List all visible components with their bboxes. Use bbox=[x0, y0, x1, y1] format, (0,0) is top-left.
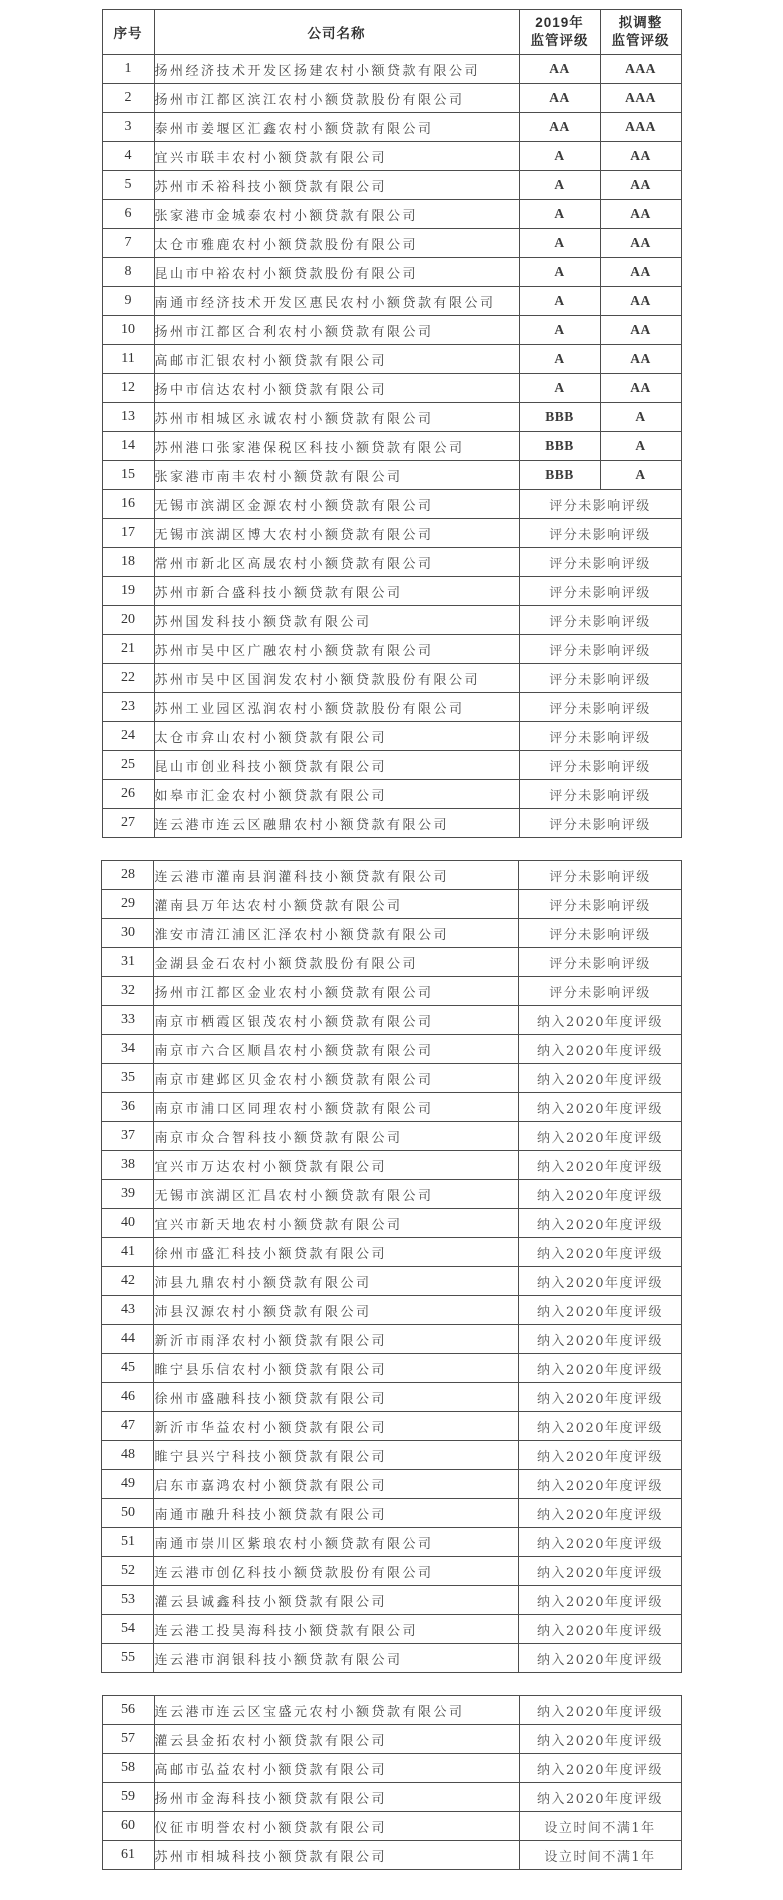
table-row bbox=[102, 1267, 681, 1296]
company-name-cell: 徐州市盛汇科技小额贷款有限公司 bbox=[154, 1238, 519, 1267]
company-name-cell: 无锡市滨湖区汇昌农村小额贷款有限公司 bbox=[154, 1180, 519, 1209]
company-name-cell: 苏州市吴中区国润发农村小额贷款股份有限公司 bbox=[154, 664, 519, 693]
table-row bbox=[102, 258, 681, 287]
table-row bbox=[102, 1812, 681, 1841]
table-row bbox=[102, 693, 681, 722]
table-row bbox=[102, 1006, 681, 1035]
row-index-cell: 48 bbox=[102, 1441, 154, 1470]
row-index-cell: 58 bbox=[102, 1754, 154, 1783]
table-row bbox=[102, 977, 681, 1006]
company-name-cell: 高邮市弘益农村小额贷款有限公司 bbox=[154, 1754, 519, 1783]
row-index-cell: 51 bbox=[102, 1528, 154, 1557]
rating-status-cell: 评分未影响评级 bbox=[519, 948, 681, 977]
row-index-cell: 1 bbox=[102, 55, 154, 84]
rating-status-cell: 纳入2020年度评级 bbox=[519, 1696, 681, 1725]
row-index-cell: 25 bbox=[102, 751, 154, 780]
row-index-cell: 29 bbox=[102, 890, 154, 919]
table-row bbox=[102, 919, 681, 948]
rating-2019-line1: 2019年 bbox=[535, 15, 584, 30]
adjusted-rating-cell: AAA bbox=[600, 55, 681, 84]
table-row bbox=[102, 1586, 681, 1615]
table-row bbox=[102, 948, 681, 977]
rating-2019-line2: 监管评级 bbox=[530, 33, 589, 48]
table-row bbox=[102, 635, 681, 664]
rating-status-cell: 纳入2020年度评级 bbox=[519, 1209, 681, 1238]
company-name-cell: 仪征市明誉农村小额贷款有限公司 bbox=[154, 1812, 519, 1841]
rating-status-cell: 纳入2020年度评级 bbox=[519, 1325, 681, 1354]
adjusted-rating-line2: 监管评级 bbox=[611, 33, 670, 48]
row-index-cell: 56 bbox=[102, 1696, 154, 1725]
rating-status-cell: 纳入2020年度评级 bbox=[519, 1267, 681, 1296]
adjusted-rating-cell: AA bbox=[600, 142, 681, 171]
rating-status-cell: 纳入2020年度评级 bbox=[519, 1151, 681, 1180]
company-name-cell: 睢宁县兴宁科技小额贷款有限公司 bbox=[154, 1441, 519, 1470]
table-row bbox=[102, 1528, 681, 1557]
rating-status-cell: 纳入2020年度评级 bbox=[519, 1499, 681, 1528]
row-index-cell: 24 bbox=[102, 722, 154, 751]
adjusted-rating-cell: AA bbox=[600, 200, 681, 229]
row-index-cell: 32 bbox=[102, 977, 154, 1006]
rating-status-cell: 纳入2020年度评级 bbox=[519, 1064, 681, 1093]
company-name-cell: 扬州市江都区金业农村小额贷款有限公司 bbox=[154, 977, 519, 1006]
row-index-cell: 55 bbox=[102, 1644, 154, 1673]
row-index-cell: 6 bbox=[102, 200, 154, 229]
row-index-cell: 33 bbox=[102, 1006, 154, 1035]
row-index-cell: 20 bbox=[102, 606, 154, 635]
company-name-cell: 泰州市姜堰区汇鑫农村小额贷款有限公司 bbox=[154, 113, 519, 142]
row-index-cell: 38 bbox=[102, 1151, 154, 1180]
rating-2019-cell: A bbox=[519, 258, 600, 287]
adjusted-rating-cell: A bbox=[600, 432, 681, 461]
adjusted-rating-cell: AA bbox=[600, 171, 681, 200]
company-name-cell: 南通市融升科技小额贷款有限公司 bbox=[154, 1499, 519, 1528]
company-name-cell: 苏州市禾裕科技小额贷款有限公司 bbox=[154, 171, 519, 200]
row-index-cell: 31 bbox=[102, 948, 154, 977]
table-row bbox=[102, 1470, 681, 1499]
row-index-cell: 15 bbox=[102, 461, 154, 490]
table-row bbox=[102, 577, 681, 606]
table-row bbox=[102, 519, 681, 548]
rating-status-cell: 评分未影响评级 bbox=[519, 693, 681, 722]
company-name-cell: 无锡市滨湖区博大农村小额贷款有限公司 bbox=[154, 519, 519, 548]
row-index-cell: 37 bbox=[102, 1122, 154, 1151]
company-name-cell: 南通市崇川区紫琅农村小额贷款有限公司 bbox=[154, 1528, 519, 1557]
company-name-cell: 宜兴市新天地农村小额贷款有限公司 bbox=[154, 1209, 519, 1238]
table-row bbox=[102, 861, 681, 890]
row-index-cell: 13 bbox=[102, 403, 154, 432]
company-name-cell: 南京市六合区顺昌农村小额贷款有限公司 bbox=[154, 1035, 519, 1064]
adjusted-rating-cell: AA bbox=[600, 258, 681, 287]
table-row bbox=[102, 1841, 681, 1870]
table-row bbox=[102, 84, 681, 113]
row-index-cell: 61 bbox=[102, 1841, 154, 1870]
table-row bbox=[102, 1064, 681, 1093]
company-name-cell: 灌云县金拓农村小额贷款有限公司 bbox=[154, 1725, 519, 1754]
company-name-cell: 连云港工投昊海科技小额贷款有限公司 bbox=[154, 1615, 519, 1644]
rating-2019-cell: AA bbox=[519, 55, 600, 84]
company-name-cell: 太仓市雅鹿农村小额贷款股份有限公司 bbox=[154, 229, 519, 258]
row-index-cell: 5 bbox=[102, 171, 154, 200]
company-name-cell: 昆山市中裕农村小额贷款股份有限公司 bbox=[154, 258, 519, 287]
column-header-adjusted-rating bbox=[600, 10, 681, 55]
rating-status-cell: 评分未影响评级 bbox=[519, 751, 681, 780]
row-index-cell: 57 bbox=[102, 1725, 154, 1754]
company-name-cell: 连云港市连云区宝盛元农村小额贷款有限公司 bbox=[154, 1696, 519, 1725]
row-index-cell: 60 bbox=[102, 1812, 154, 1841]
rating-status-cell: 纳入2020年度评级 bbox=[519, 1586, 681, 1615]
row-index-cell: 3 bbox=[102, 113, 154, 142]
company-name-cell: 张家港市南丰农村小额贷款有限公司 bbox=[154, 461, 519, 490]
rating-2019-cell: BBB bbox=[519, 432, 600, 461]
company-name-cell: 新沂市华益农村小额贷款有限公司 bbox=[154, 1412, 519, 1441]
column-header-rating-2019 bbox=[519, 10, 600, 55]
adjusted-rating-cell: AA bbox=[600, 229, 681, 258]
table-row bbox=[102, 809, 681, 838]
row-index-cell: 23 bbox=[102, 693, 154, 722]
rating-status-cell: 评分未影响评级 bbox=[519, 861, 681, 890]
table-row bbox=[102, 890, 681, 919]
rating-status-cell: 评分未影响评级 bbox=[519, 919, 681, 948]
rating-status-cell: 纳入2020年度评级 bbox=[519, 1470, 681, 1499]
table-row bbox=[102, 432, 681, 461]
rating-status-cell: 纳入2020年度评级 bbox=[519, 1557, 681, 1586]
company-name-cell: 沛县汉源农村小额贷款有限公司 bbox=[154, 1296, 519, 1325]
company-name-cell: 扬州市江都区合利农村小额贷款有限公司 bbox=[154, 316, 519, 345]
company-name-cell: 扬州市金海科技小额贷款有限公司 bbox=[154, 1783, 519, 1812]
company-name-cell: 金湖县金石农村小额贷款股份有限公司 bbox=[154, 948, 519, 977]
rating-status-cell: 设立时间不满1年 bbox=[519, 1812, 681, 1841]
company-name-cell: 启东市嘉鸿农村小额贷款有限公司 bbox=[154, 1470, 519, 1499]
row-index-cell: 28 bbox=[102, 861, 154, 890]
rating-status-cell: 评分未影响评级 bbox=[519, 548, 681, 577]
rating-status-cell: 纳入2020年度评级 bbox=[519, 1412, 681, 1441]
company-name-cell: 常州市新北区高晟农村小额贷款有限公司 bbox=[154, 548, 519, 577]
table-row bbox=[102, 1557, 681, 1586]
company-name-cell: 扬州市江都区滨江农村小额贷款股份有限公司 bbox=[154, 84, 519, 113]
row-index-cell: 11 bbox=[102, 345, 154, 374]
company-name-cell: 南京市浦口区同理农村小额贷款有限公司 bbox=[154, 1093, 519, 1122]
rating-status-cell: 评分未影响评级 bbox=[519, 664, 681, 693]
table-row bbox=[102, 1180, 681, 1209]
row-index-cell: 59 bbox=[102, 1783, 154, 1812]
adjusted-rating-cell: AAA bbox=[600, 84, 681, 113]
company-name-cell: 苏州市新合盛科技小额贷款有限公司 bbox=[154, 577, 519, 606]
table-row bbox=[102, 490, 681, 519]
table-row bbox=[102, 1354, 681, 1383]
adjusted-rating-cell: AA bbox=[600, 287, 681, 316]
rating-2019-cell: BBB bbox=[519, 403, 600, 432]
row-index-cell: 36 bbox=[102, 1093, 154, 1122]
row-index-cell: 39 bbox=[102, 1180, 154, 1209]
row-index-cell: 41 bbox=[102, 1238, 154, 1267]
table-row bbox=[102, 1383, 681, 1412]
rating-status-cell: 评分未影响评级 bbox=[519, 635, 681, 664]
company-name-cell: 苏州市相城区永诚农村小额贷款有限公司 bbox=[154, 403, 519, 432]
table-row bbox=[102, 374, 681, 403]
row-index-cell: 52 bbox=[102, 1557, 154, 1586]
column-header-index: 序号 bbox=[102, 10, 154, 55]
rating-status-cell: 评分未影响评级 bbox=[519, 490, 681, 519]
rating-status-cell: 评分未影响评级 bbox=[519, 809, 681, 838]
row-index-cell: 50 bbox=[102, 1499, 154, 1528]
row-index-cell: 27 bbox=[102, 809, 154, 838]
company-name-cell: 扬州经济技术开发区扬建农村小额贷款有限公司 bbox=[154, 55, 519, 84]
company-name-cell: 淮安市清江浦区汇泽农村小额贷款有限公司 bbox=[154, 919, 519, 948]
table-row bbox=[102, 780, 681, 809]
table-row bbox=[102, 1325, 681, 1354]
row-index-cell: 19 bbox=[102, 577, 154, 606]
row-index-cell: 53 bbox=[102, 1586, 154, 1615]
row-index-cell: 22 bbox=[102, 664, 154, 693]
rating-2019-cell: AA bbox=[519, 84, 600, 113]
company-name-cell: 宜兴市万达农村小额贷款有限公司 bbox=[154, 1151, 519, 1180]
rating-status-cell: 纳入2020年度评级 bbox=[519, 1644, 681, 1673]
rating-status-cell: 纳入2020年度评级 bbox=[519, 1093, 681, 1122]
table-row bbox=[102, 142, 681, 171]
adjusted-rating-cell: AA bbox=[600, 374, 681, 403]
company-name-cell: 苏州工业园区泓润农村小额贷款股份有限公司 bbox=[154, 693, 519, 722]
table-row bbox=[102, 606, 681, 635]
rating-2019-cell: A bbox=[519, 374, 600, 403]
rating-status-cell: 纳入2020年度评级 bbox=[519, 1122, 681, 1151]
table-row bbox=[102, 1615, 681, 1644]
row-index-cell: 21 bbox=[102, 635, 154, 664]
rating-2019-cell: A bbox=[519, 229, 600, 258]
rating-status-cell: 评分未影响评级 bbox=[519, 890, 681, 919]
adjusted-rating-line1: 拟调整 bbox=[618, 15, 663, 30]
table-row bbox=[102, 1783, 681, 1812]
table-row bbox=[102, 1151, 681, 1180]
row-index-cell: 16 bbox=[102, 490, 154, 519]
column-header-company: 公司名称 bbox=[154, 10, 519, 55]
company-name-cell: 扬中市信达农村小额贷款有限公司 bbox=[154, 374, 519, 403]
row-index-cell: 12 bbox=[102, 374, 154, 403]
rating-status-cell: 纳入2020年度评级 bbox=[519, 1296, 681, 1325]
rating-status-cell: 纳入2020年度评级 bbox=[519, 1615, 681, 1644]
rating-status-cell: 评分未影响评级 bbox=[519, 722, 681, 751]
company-name-cell: 无锡市滨湖区金源农村小额贷款有限公司 bbox=[154, 490, 519, 519]
company-name-cell: 灌云县诚鑫科技小额贷款有限公司 bbox=[154, 1586, 519, 1615]
rating-status-cell: 纳入2020年度评级 bbox=[519, 1006, 681, 1035]
table-row bbox=[102, 664, 681, 693]
company-name-cell: 张家港市金城泰农村小额贷款有限公司 bbox=[154, 200, 519, 229]
row-index-cell: 18 bbox=[102, 548, 154, 577]
table-row bbox=[102, 1725, 681, 1754]
table-row bbox=[102, 548, 681, 577]
table-row bbox=[102, 1441, 681, 1470]
row-index-cell: 7 bbox=[102, 229, 154, 258]
company-name-cell: 如皋市汇金农村小额贷款有限公司 bbox=[154, 780, 519, 809]
row-index-cell: 14 bbox=[102, 432, 154, 461]
company-name-cell: 苏州市相城科技小额贷款有限公司 bbox=[154, 1841, 519, 1870]
row-index-cell: 49 bbox=[102, 1470, 154, 1499]
company-name-cell: 连云港市连云区融鼎农村小额贷款有限公司 bbox=[154, 809, 519, 838]
company-name-cell: 太仓市弇山农村小额贷款有限公司 bbox=[154, 722, 519, 751]
row-index-cell: 30 bbox=[102, 919, 154, 948]
company-name-cell: 宜兴市联丰农村小额贷款有限公司 bbox=[154, 142, 519, 171]
table-row bbox=[102, 751, 681, 780]
rating-status-cell: 纳入2020年度评级 bbox=[519, 1754, 681, 1783]
company-name-cell: 高邮市汇银农村小额贷款有限公司 bbox=[154, 345, 519, 374]
adjusted-rating-cell: AA bbox=[600, 345, 681, 374]
rating-2019-cell: A bbox=[519, 200, 600, 229]
rating-status-cell: 纳入2020年度评级 bbox=[519, 1783, 681, 1812]
rating-status-cell: 评分未影响评级 bbox=[519, 577, 681, 606]
row-index-cell: 45 bbox=[102, 1354, 154, 1383]
table-row bbox=[102, 461, 681, 490]
company-name-cell: 昆山市创业科技小额贷款有限公司 bbox=[154, 751, 519, 780]
rating-2019-cell: BBB bbox=[519, 461, 600, 490]
table-row bbox=[102, 1644, 681, 1673]
company-name-cell: 徐州市盛融科技小额贷款有限公司 bbox=[154, 1383, 519, 1412]
rating-table-section-1 bbox=[102, 9, 682, 838]
rating-table-section-3 bbox=[102, 1695, 682, 1870]
row-index-cell: 47 bbox=[102, 1412, 154, 1441]
table-row bbox=[102, 113, 681, 142]
company-name-cell: 连云港市润银科技小额贷款有限公司 bbox=[154, 1644, 519, 1673]
rating-2019-cell: A bbox=[519, 171, 600, 200]
table-row bbox=[102, 200, 681, 229]
rating-status-cell: 纳入2020年度评级 bbox=[519, 1354, 681, 1383]
company-name-cell: 睢宁县乐信农村小额贷款有限公司 bbox=[154, 1354, 519, 1383]
row-index-cell: 44 bbox=[102, 1325, 154, 1354]
table-row bbox=[102, 55, 681, 84]
table-row bbox=[102, 1754, 681, 1783]
row-index-cell: 8 bbox=[102, 258, 154, 287]
table-header-row bbox=[102, 10, 681, 55]
rating-status-cell: 纳入2020年度评级 bbox=[519, 1180, 681, 1209]
table-row bbox=[102, 1696, 681, 1725]
table-row bbox=[102, 1296, 681, 1325]
table-row bbox=[102, 229, 681, 258]
table-row bbox=[102, 316, 681, 345]
row-index-cell: 4 bbox=[102, 142, 154, 171]
row-index-cell: 2 bbox=[102, 84, 154, 113]
rating-2019-cell: AA bbox=[519, 113, 600, 142]
rating-status-cell: 纳入2020年度评级 bbox=[519, 1725, 681, 1754]
rating-table-section-2 bbox=[101, 860, 681, 1673]
table-row bbox=[102, 1238, 681, 1267]
rating-status-cell: 评分未影响评级 bbox=[519, 606, 681, 635]
rating-status-cell: 评分未影响评级 bbox=[519, 780, 681, 809]
rating-status-cell: 纳入2020年度评级 bbox=[519, 1035, 681, 1064]
table-row bbox=[102, 171, 681, 200]
company-name-cell: 苏州港口张家港保税区科技小额贷款有限公司 bbox=[154, 432, 519, 461]
rating-status-cell: 评分未影响评级 bbox=[519, 519, 681, 548]
company-name-cell: 南京市栖霞区银茂农村小额贷款有限公司 bbox=[154, 1006, 519, 1035]
table-row bbox=[102, 1412, 681, 1441]
table-row bbox=[102, 403, 681, 432]
rating-status-cell: 纳入2020年度评级 bbox=[519, 1238, 681, 1267]
row-index-cell: 9 bbox=[102, 287, 154, 316]
rating-2019-cell: A bbox=[519, 287, 600, 316]
table-row bbox=[102, 1209, 681, 1238]
company-name-cell: 灌南县万年达农村小额贷款有限公司 bbox=[154, 890, 519, 919]
rating-status-cell: 纳入2020年度评级 bbox=[519, 1528, 681, 1557]
row-index-cell: 26 bbox=[102, 780, 154, 809]
table-row bbox=[102, 1093, 681, 1122]
row-index-cell: 10 bbox=[102, 316, 154, 345]
company-name-cell: 南京市众合智科技小额贷款有限公司 bbox=[154, 1122, 519, 1151]
company-name-cell: 苏州市吴中区广融农村小额贷款有限公司 bbox=[154, 635, 519, 664]
table-row bbox=[102, 1122, 681, 1151]
company-name-cell: 连云港市创亿科技小额贷款股份有限公司 bbox=[154, 1557, 519, 1586]
table-row bbox=[102, 345, 681, 374]
company-name-cell: 南通市经济技术开发区惠民农村小额贷款有限公司 bbox=[154, 287, 519, 316]
adjusted-rating-cell: AAA bbox=[600, 113, 681, 142]
adjusted-rating-cell: AA bbox=[600, 316, 681, 345]
rating-status-cell: 纳入2020年度评级 bbox=[519, 1383, 681, 1412]
row-index-cell: 43 bbox=[102, 1296, 154, 1325]
row-index-cell: 42 bbox=[102, 1267, 154, 1296]
row-index-cell: 40 bbox=[102, 1209, 154, 1238]
company-name-cell: 连云港市灌南县润灌科技小额贷款有限公司 bbox=[154, 861, 519, 890]
row-index-cell: 34 bbox=[102, 1035, 154, 1064]
row-index-cell: 35 bbox=[102, 1064, 154, 1093]
table-row bbox=[102, 1035, 681, 1064]
row-index-cell: 17 bbox=[102, 519, 154, 548]
company-name-cell: 苏州国发科技小额贷款有限公司 bbox=[154, 606, 519, 635]
table-row bbox=[102, 287, 681, 316]
table-row bbox=[102, 1499, 681, 1528]
adjusted-rating-cell: A bbox=[600, 461, 681, 490]
rating-status-cell: 纳入2020年度评级 bbox=[519, 1441, 681, 1470]
row-index-cell: 46 bbox=[102, 1383, 154, 1412]
adjusted-rating-cell: A bbox=[600, 403, 681, 432]
company-name-cell: 南京市建邺区贝金农村小额贷款有限公司 bbox=[154, 1064, 519, 1093]
company-name-cell: 沛县九鼎农村小额贷款有限公司 bbox=[154, 1267, 519, 1296]
company-name-cell: 新沂市雨泽农村小额贷款有限公司 bbox=[154, 1325, 519, 1354]
table-row bbox=[102, 722, 681, 751]
rating-2019-cell: A bbox=[519, 345, 600, 374]
row-index-cell: 54 bbox=[102, 1615, 154, 1644]
rating-2019-cell: A bbox=[519, 316, 600, 345]
rating-status-cell: 设立时间不满1年 bbox=[519, 1841, 681, 1870]
rating-2019-cell: A bbox=[519, 142, 600, 171]
rating-status-cell: 评分未影响评级 bbox=[519, 977, 681, 1006]
